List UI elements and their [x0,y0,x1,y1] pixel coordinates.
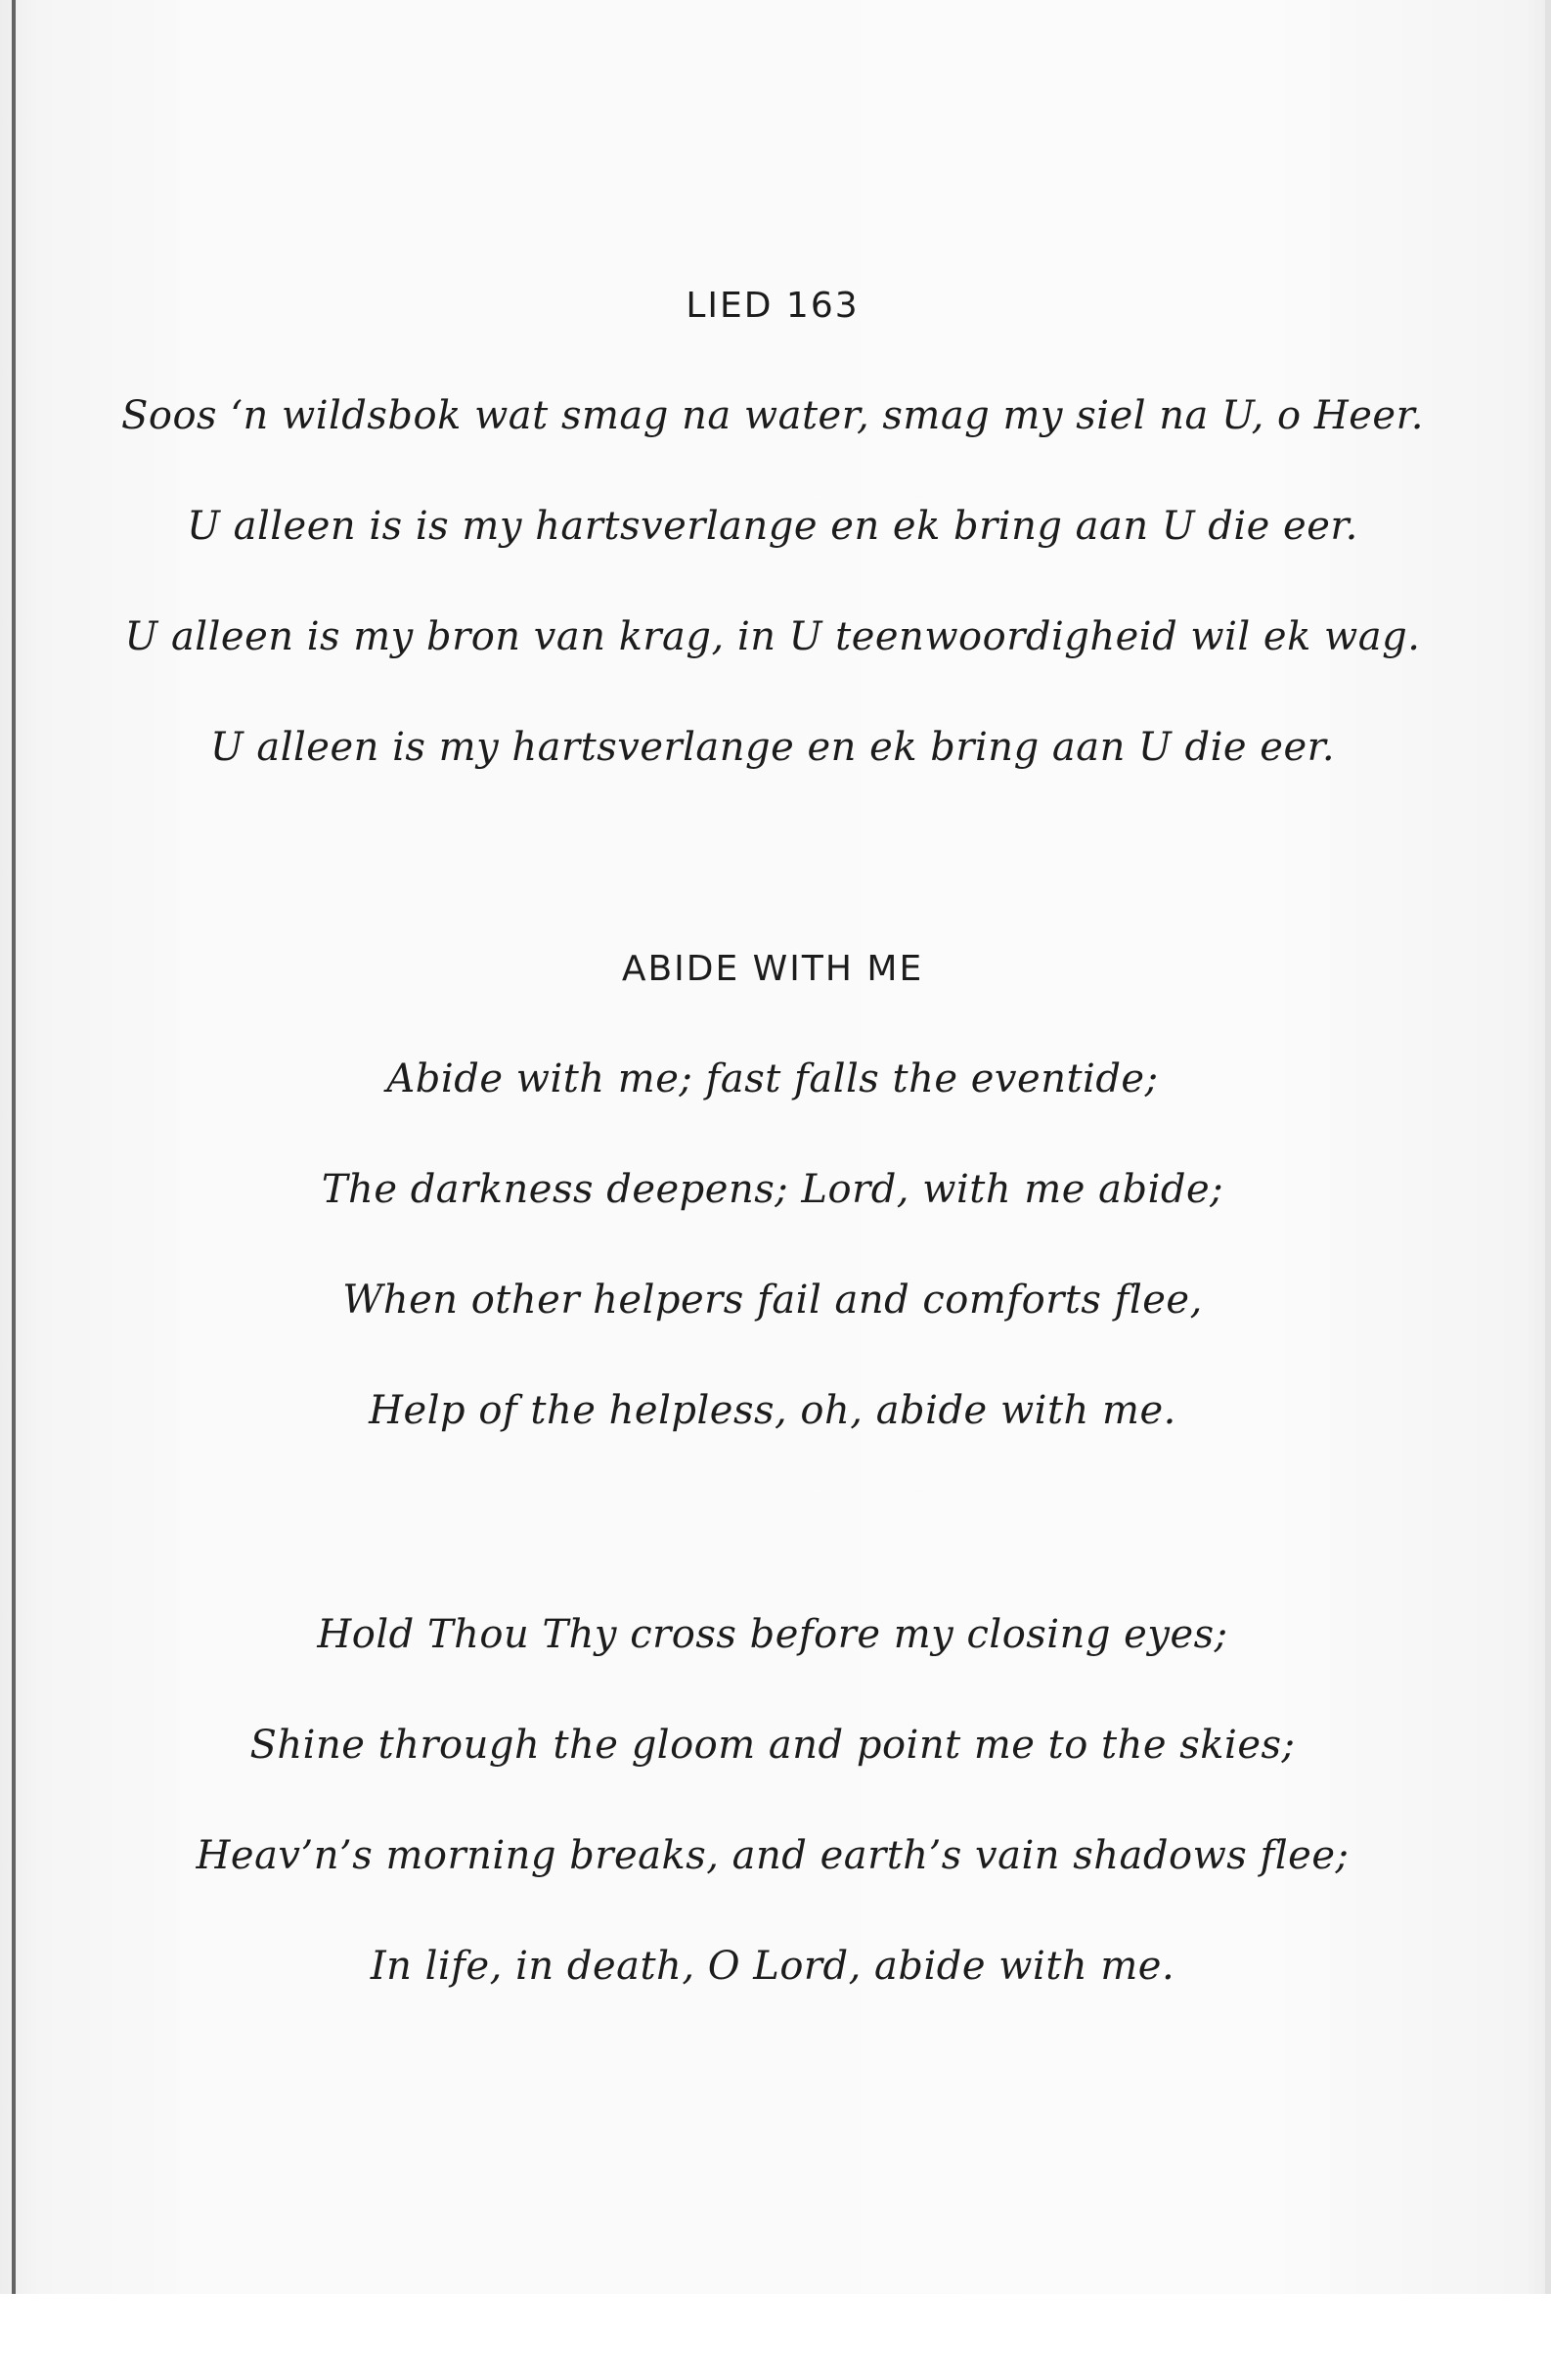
song2-title: ABIDE WITH ME [621,949,924,989]
song2-verse1-line-2: The darkness deepens; Lord, with me abide; [321,1167,1224,1212]
song1-line-2: U alleen is is my hartsverlange en ek bring aan U die eer. [187,504,1358,549]
song2-verse2-line-4: In life, in death, O Lord, abide with me. [370,1944,1175,1989]
song2-verse1-line-3: When other helpers fail and comforts flee, [342,1278,1203,1323]
song2-verse1-line-4: Help of the helpless, oh, abide with me. [369,1388,1176,1433]
song2-verse2-line-1: Hold Thou Thy cross before my closing eyes; [317,1612,1228,1657]
song1-line-1: Soos ‘n wildsbok wat smag na water, smag my siel na U, o Heer. [120,393,1425,438]
song2-verse1-line-1: Abide with me; fast falls the eventide; [386,1056,1159,1101]
song2-verse2-line-2: Shine through the gloom and point me to the skies; [249,1723,1296,1768]
page-right-edge [1545,0,1551,2294]
song2-verse2-line-3: Heav’n’s morning breaks, and earth’s vain shadows flee; [196,1833,1350,1878]
page-left-edge [12,0,16,2294]
song1-line-3: U alleen is my bron van krag, in U teenwoordigheid wil ek wag. [124,614,1421,659]
song1-line-4: U alleen is my hartsverlange en ek bring aan U die eer. [209,725,1336,770]
song1-title: LIED 163 [686,286,860,326]
